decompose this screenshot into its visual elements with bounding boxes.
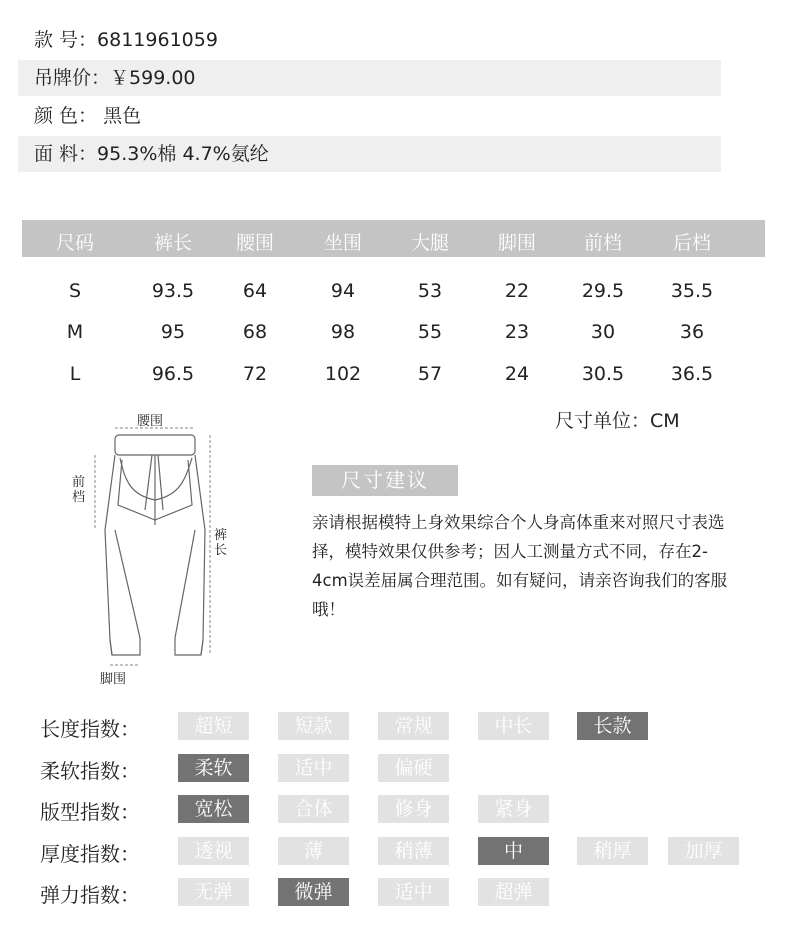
index-option: 偏硬 [378,754,449,782]
index-option: 修身 [378,795,449,823]
index-option: 加厚 [668,837,739,865]
table-cell: 30 [590,321,616,343]
table-cell: 68 [242,321,268,343]
table-cell: 53 [417,280,443,302]
table-header-cell: 腰围 [235,232,274,254]
index-option: 超短 [178,712,249,740]
table-cell: 23 [504,321,530,343]
index-option: 超弹 [478,878,549,906]
size-advice-text: 亲请根据模特上身效果综合个人身高体重来对照尺寸表选择，模特效果仅供参考；因人工测量方式不同，存在2-4cm误差届属合理范围。如有疑问，请亲咨询我们的客服哦！ [312,513,728,619]
index-option-selected: 宽松 [178,795,249,823]
size-table-header [22,220,765,257]
index-label: 厚度指数： [40,842,140,866]
pants-diagram [60,410,260,690]
info-value: ￥599.00 [110,67,196,89]
table-cell: 102 [324,363,362,385]
info-value: 95.3%棉 4.7%氨纶 [97,143,269,165]
index-label: 弹力指数： [40,883,140,907]
index-option: 适中 [378,878,449,906]
table-cell: M [66,321,84,343]
table-header-cell: 后档 [672,232,711,254]
index-option-selected: 中 [478,837,549,865]
table-cell: 36.5 [670,363,714,385]
length-label: 裤长 [214,528,228,558]
table-header-cell: 尺码 [55,232,94,254]
index-option: 无弹 [178,878,249,906]
info-label: 吊牌价： [34,67,111,89]
table-cell: 36 [679,321,705,343]
table-cell: 93.5 [151,280,195,302]
index-option: 合体 [278,795,349,823]
table-cell: 30.5 [581,363,625,385]
front-rise-label: 前档 [72,475,86,505]
index-option: 稍薄 [378,837,449,865]
table-cell: 55 [417,321,443,343]
table-cell: 64 [242,280,268,302]
table-cell: 95 [160,321,186,343]
table-cell: 24 [504,363,530,385]
index-option: 中长 [478,712,549,740]
table-header-cell: 脚围 [497,232,536,254]
info-label: 颜 色： [34,105,98,127]
table-cell: 94 [330,280,356,302]
index-option-selected: 长款 [577,712,648,740]
index-option: 短款 [278,712,349,740]
info-value: 黑色 [97,105,142,127]
index-option-selected: 微弹 [278,878,349,906]
index-option-selected: 柔软 [178,754,249,782]
table-header-cell: 前档 [583,232,622,254]
table-cell: 98 [330,321,356,343]
index-label: 版型指数： [40,800,140,824]
hem-label: 脚围 [100,672,127,687]
index-option: 透视 [178,837,249,865]
waist-label: 腰围 [137,414,164,429]
info-row [18,60,721,96]
info-row [18,136,721,172]
table-cell: S [68,280,82,302]
table-cell: 57 [417,363,443,385]
info-row [18,22,721,58]
index-option: 薄 [278,837,349,865]
size-advice-title: 尺寸建议 [312,465,458,496]
info-label: 面 料： [34,143,98,165]
table-cell: L [69,363,81,385]
table-cell: 35.5 [670,280,714,302]
table-cell: 22 [504,280,530,302]
index-option: 常规 [378,712,449,740]
info-value: 6811961059 [97,29,218,51]
info-label: 款 号： [34,29,98,51]
table-cell: 96.5 [151,363,195,385]
index-label: 长度指数： [40,717,140,741]
table-header-cell: 坐围 [323,232,362,254]
table-cell: 72 [242,363,268,385]
index-option: 适中 [278,754,349,782]
index-label: 柔软指数： [40,759,140,783]
table-header-cell: 大腿 [410,232,449,254]
index-option: 稍厚 [577,837,648,865]
table-cell: 29.5 [581,280,625,302]
size-unit: 尺寸单位：CM [555,410,680,432]
table-header-cell: 裤长 [153,232,192,254]
info-row [18,98,721,134]
index-option: 紧身 [478,795,549,823]
